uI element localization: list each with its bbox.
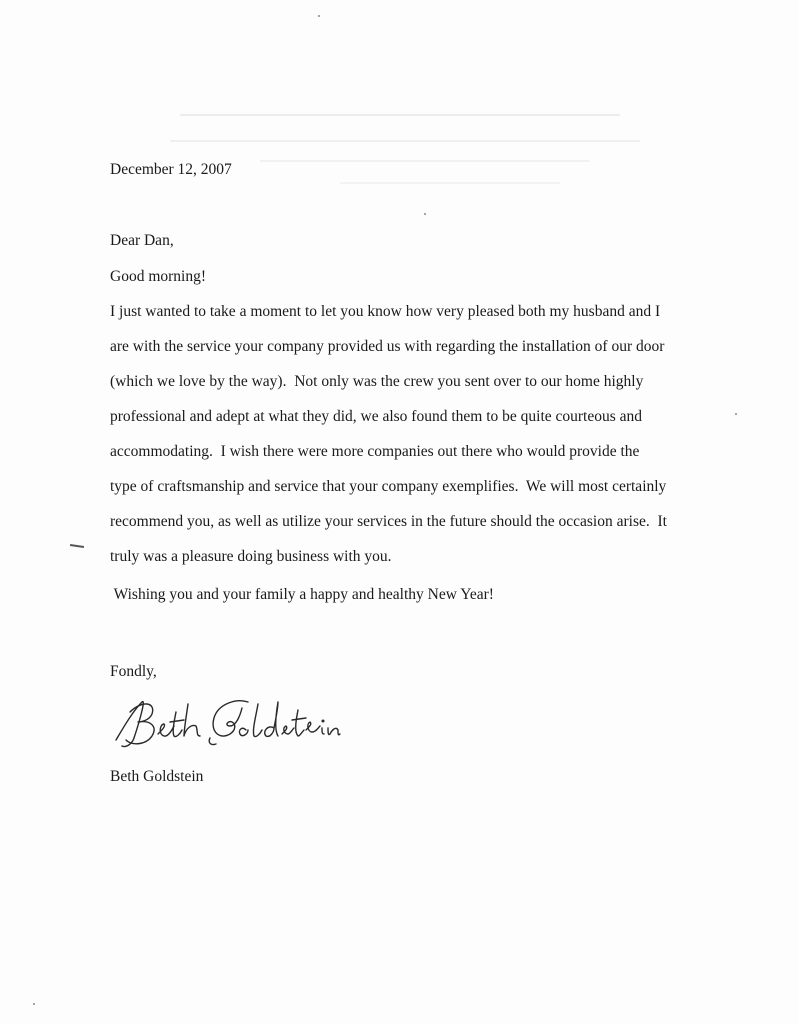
- body-line: recommend you, as well as utilize your services in the future should the occasion arise. It: [110, 513, 667, 530]
- body-line: Wishing you and your family a happy and healthy New Year!: [110, 586, 494, 603]
- body-line: type of craftsmanship and service that your company exemplifies. We will most certainly: [110, 478, 667, 495]
- scan-speck: [33, 1003, 35, 1005]
- letter-date: December 12, 2007: [110, 161, 232, 178]
- signer-name: Beth Goldstein: [110, 768, 204, 785]
- scan-speck: [424, 213, 426, 215]
- letter-closing: Fondly,: [110, 663, 157, 680]
- scan-bleed-line: [260, 160, 590, 162]
- scan-bleed-line: [340, 182, 560, 184]
- scan-mark: [70, 544, 84, 548]
- body-line: accommodating. I wish there were more companies out there who would provide the: [110, 443, 640, 460]
- scan-bleed-line: [170, 140, 640, 142]
- scan-speck: [318, 15, 320, 17]
- body-line: professional and adept at what they did, we also found them to be quite courteous and: [110, 408, 643, 425]
- handwritten-signature: [112, 690, 342, 760]
- body-line: I just wanted to take a moment to let you know how very pleased both my husband and I: [110, 303, 661, 320]
- letter-greeting: Good morning!: [110, 268, 207, 285]
- body-line: (which we love by the way). Not only was the crew you sent over to our home highly: [110, 373, 644, 390]
- scan-speck: [735, 413, 737, 415]
- body-line: are with the service your company provided us with regarding the installation of our door: [110, 338, 665, 355]
- letter-salutation: Dear Dan,: [110, 232, 174, 249]
- body-line: truly was a pleasure doing business with you.: [110, 548, 392, 565]
- scan-bleed-line: [180, 114, 620, 116]
